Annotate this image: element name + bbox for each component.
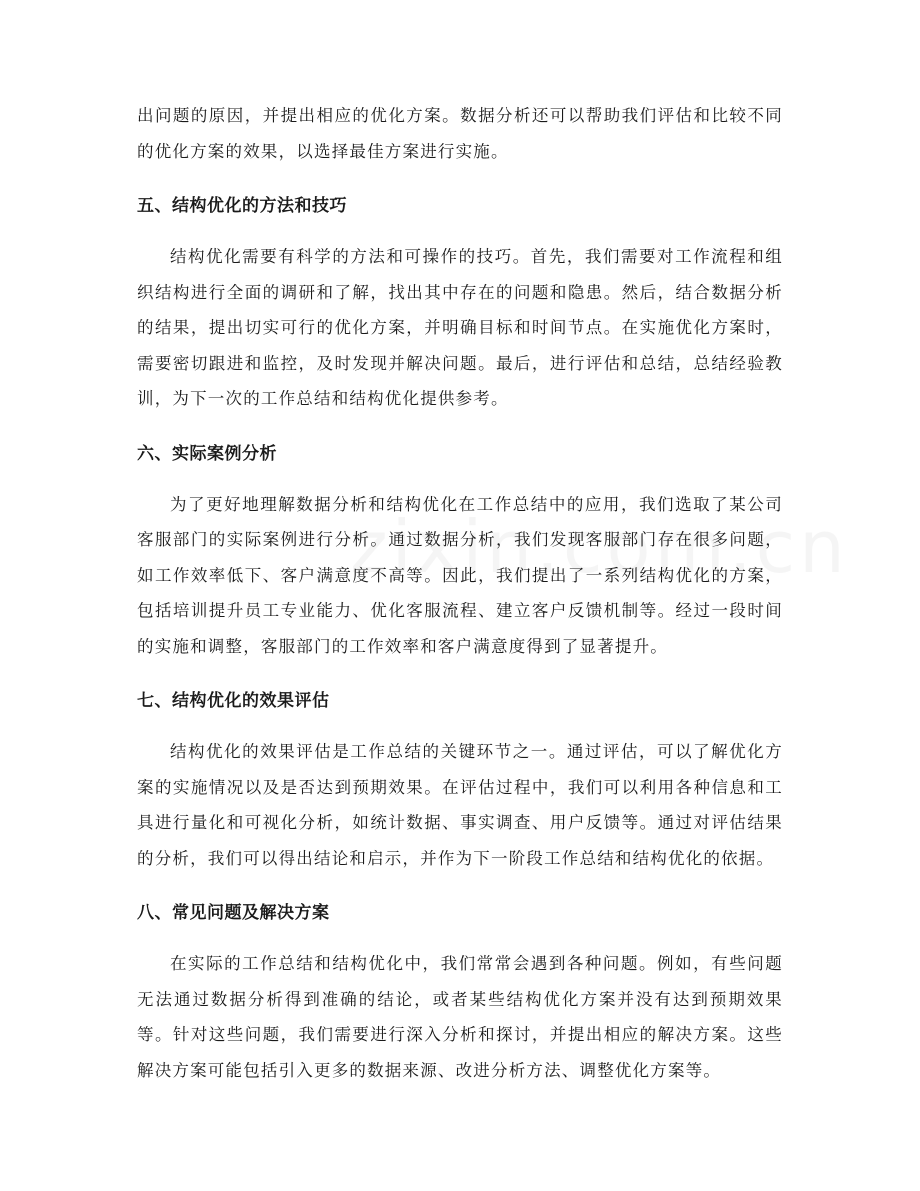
section-6-body: 为了更好地理解数据分析和结构优化在工作总结中的应用，我们选取了某公司客服部门的实际案例进行分析。通过数据分析，我们发现客服部门存在很多问题，如工作效率低下、客户满意度不高等。因此，我们提出了一系列结构优化的方案，包括培训提升员工专业能力、优化客服流程、建立客户反馈机制等。经过一段时间的实施和调整，客服部门的工作效率和客户满意度得到了显著提升。 bbox=[137, 494, 783, 656]
section-6-heading: 六、实际案例分析 bbox=[137, 443, 277, 464]
section-7-body: 结构优化的效果评估是工作总结的关键环节之一。通过评估，可以了解优化方案的实施情况以及是否达到预期效果。在评估过程中，我们可以利用各种信息和工具进行量化和可视化分析，如统计数据、事实调查、用户反馈等。通过对评估结果的分析，我们可以得出结论和启示，并作为下一阶段工作总结和结构优化的依据。 bbox=[137, 742, 783, 868]
section-5-heading: 五、结构优化的方法和技巧 bbox=[137, 196, 347, 216]
section-7-heading: 七、结构优化的效果评估 bbox=[137, 691, 330, 711]
intro-paragraph: 出问题的原因，并提出相应的优化方案。数据分析还可以帮助我们评估和比较不同的优化方案的效果，以选择最佳方案进行实施。 bbox=[137, 106, 783, 161]
section-8-body: 在实际的工作总结和结构优化中，我们常常会遇到各种问题。例如，有些问题无法通过数据分析得到准确的结论，或者某些结构优化方案并没有达到预期效果等。针对这些问题，我们需要进行深入分析和探讨，并提出相应的解决方案。这些解决方案可能包括引入更多的数据来源、改进分析方法、调整优化方案等。 bbox=[137, 954, 783, 1080]
section-5-body: 结构优化需要有科学的方法和可操作的技巧。首先，我们需要对工作流程和组织结构进行全面的调研和了解，找出其中存在的问题和隐患。然后，结合数据分析的结果，提出切实可行的优化方案，并明确目标和时间节点。在实施优化方案时，需要密切跟进和监控，及时发现并解决问题。最后，进行评估和总结，总结经验教训，为下一次的工作总结和结构优化提供参考。 bbox=[137, 247, 783, 408]
document-page bbox=[137, 98, 783, 1088]
section-8-heading: 八、常见问题及解决方案 bbox=[137, 903, 330, 923]
